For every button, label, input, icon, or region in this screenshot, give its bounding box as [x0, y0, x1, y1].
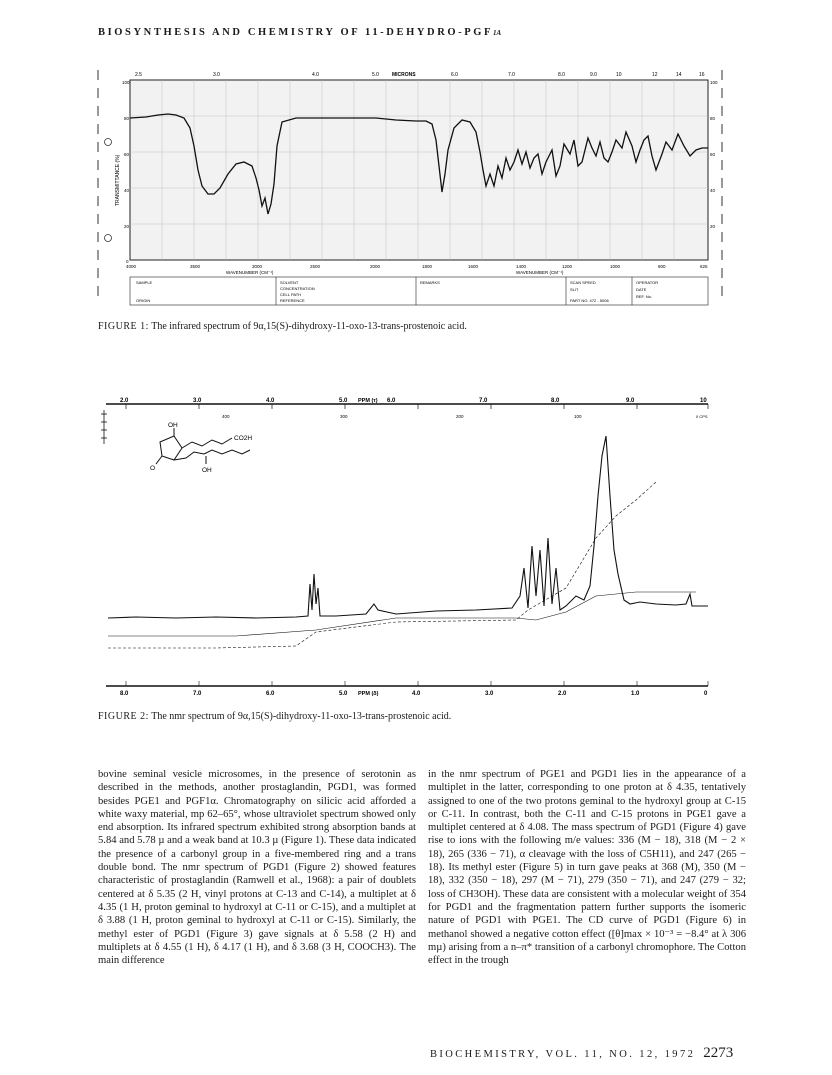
micron-tick: 2.5	[135, 72, 142, 78]
microns-label: MICRONS	[392, 72, 416, 78]
figure1-caption-text: The infrared spectrum of 9α,15(S)-dihydroxy-11-oxo-13-trans-prostenoic acid.	[151, 321, 467, 332]
micron-tick: 7.0	[508, 72, 515, 78]
hz-tick: 200	[456, 414, 464, 419]
hz-tick: 0 CPS	[696, 414, 708, 419]
body-right-column: in the nmr spectrum of PGE1 and PGD1 lies in the appearance of a multiplet in the latter, corresponding to one proton at δ 4.35, tentatively assigned to one of the two protons geminal to the hydroxyl group at C-15 or C-11. In contrast, both the C-11 and C-15 protons in PGE1 gave a multiplet centered at δ 4.08. The mass spectrum of PGD1 (Figure 4) gave rise to ions with the following m/e values: 336 (M − 18), 318 (M − 2 × 18), 265 (336 − 71), α cleavage with the loss of C5H11), and 247 (265 − 18). Its methyl ester (Figure 5) in turn gave peaks at 368 (M), 350 (M − 18), 332 (350 − 18), 297 (M − 71), 279 (350 − 71), and 247 (279 − 32; loss of CH3OH). These data are consistent with a molecular weight of 354 for PGD1 and the fragmentation pattern further supports the isomeric nature of PGD1 with PGE1. The CD curve of PGD1 (Figure 6) in methanol showed a negative cotton effect ([θ]max × 10⁻³ = −8.4° at λ 306 mµ) arising from a n–π* transition of a carbonyl chromophore. The Cotton effect in the trough	[428, 769, 746, 967]
form-solvent: SOLVENT	[280, 280, 299, 285]
journal-citation: BIOCHEMISTRY, VOL. 11, NO. 12, 1972	[430, 1049, 696, 1060]
transmittance-axis-label: TRANSMITTANCE (%)	[115, 154, 121, 206]
wavenumber-tick: 3000	[252, 264, 263, 269]
delta-tick: 4.0	[412, 691, 421, 697]
page-number: 2273	[703, 1045, 734, 1061]
structure-oh-bottom: OH	[202, 467, 212, 474]
figure1-caption-label: FIGURE 1:	[98, 321, 149, 332]
tau-tick: 10	[700, 398, 707, 404]
micron-tick: 8.0	[558, 72, 565, 78]
molecular-structure	[156, 428, 253, 464]
body-left-column: bovine seminal vesicle microsomes, in the presence of serotonin as described in the methods, another prostaglandin, PGD1, was formed besides PGE1 and PGF1α. Chromatography on silicic acid afforded a white waxy material, mp 62–65°, whose ultraviolet spectrum showed only end absorption. Its infrared spectrum exhibited strong absorption bands at 5.84 and 5.78 µ and a weak band at 10.3 µ (Figure 1). These data indicated the presence of a carbonyl group in a five-membered ring and a trans double bond. The nmr spectrum of PGD1 (Figure 2) showed features characteristic of prostaglandin (Ramwell et al., 1968): a pair of doublets centered at δ 5.35 (2 H, vinyl protons at C-13 and C-14), a multiplet at δ 4.35 (1 H, proton geminal to hydroxyl at C-11 or C-15), and a multiplet at δ 3.88 (1 H, proton geminal to hydroxyl at C-11 or C-15). Similarly, the methyl ester of PGD1 (Figure 3) gave signals at δ 5.58 (2 H) and multiplets at δ 4.55 (1 H), δ 4.17 (1 H), and δ 3.68 (3 H, COOCH3). The main difference	[98, 769, 416, 967]
tau-tick: 4.0	[266, 398, 275, 404]
y-tick: 60	[124, 152, 130, 157]
structure-o: O	[150, 465, 156, 472]
form-ref-no: REF. No.	[636, 294, 653, 299]
form-origin: ORIGIN	[136, 298, 151, 303]
form-reference: REFERENCE	[280, 298, 305, 303]
figure2-caption-text: The nmr spectrum of 9α,15(S)-dihydroxy-11-oxo-13-trans-prostenoic acid.	[151, 711, 452, 722]
delta-tick: 3.0	[485, 691, 494, 697]
micron-tick: 10	[616, 72, 622, 78]
delta-tick: 6.0	[266, 691, 275, 697]
wavenumber-tick: 1400	[516, 264, 527, 269]
wavenumber-tick: 1800	[422, 264, 433, 269]
y-tick: 40	[124, 188, 130, 193]
micron-tick: 4.0	[312, 72, 319, 78]
structure-oh-top: OH	[168, 422, 178, 429]
form-operator: OPERATOR	[636, 280, 659, 285]
y-tick-right: 20	[710, 224, 716, 229]
y-tick-right: 80	[710, 116, 716, 121]
micron-tick: 16	[699, 72, 705, 78]
hz-tick: 300	[340, 414, 348, 419]
nmr-trace	[108, 436, 708, 618]
form-scan-speed: SCAN SPEED	[570, 280, 596, 285]
form-slit: SLIT	[570, 287, 579, 292]
wavenumber-tick: 2000	[370, 264, 381, 269]
wavenumber-tick: 1000	[610, 264, 621, 269]
form-sample: SAMPLE	[136, 280, 153, 285]
integral-trace-upper	[108, 482, 656, 648]
wavenumber-tick: 2500	[310, 264, 321, 269]
form-concentration: CONCENTRATION	[280, 286, 315, 291]
y-tick-right: 40	[710, 188, 716, 193]
micron-tick: 9.0	[590, 72, 597, 78]
delta-tick: 8.0	[120, 691, 129, 697]
tau-tick: 6.0	[387, 398, 396, 404]
micron-tick: 6.0	[451, 72, 458, 78]
wavenumber-axis-label: WAVENUMBER (CM⁻¹)	[226, 270, 274, 275]
y-tick: 100	[122, 80, 130, 85]
wavenumber-tick: 625	[700, 264, 708, 269]
y-tick: 0	[126, 259, 129, 264]
wavenumber-tick: 1200	[562, 264, 573, 269]
y-tick: 80	[124, 116, 130, 121]
hz-tick: 100	[574, 414, 582, 419]
form-remarks: REMARKS	[420, 280, 440, 285]
hz-tick: 400	[222, 414, 230, 419]
wavenumber-tick: 4000	[126, 264, 137, 269]
running-head-subscript: 1Α	[493, 29, 502, 37]
tau-tick: 7.0	[479, 398, 488, 404]
micron-tick: 5.0	[372, 72, 379, 78]
delta-tick: 0	[704, 691, 708, 697]
tau-tick: 9.0	[626, 398, 635, 404]
figure2-caption	[98, 711, 451, 722]
form-part-no: PART NO. 472 - 5006	[570, 298, 609, 303]
delta-axis-label: PPM (δ)	[358, 691, 379, 697]
form-date: DATE	[636, 287, 647, 292]
wavenumber-axis-label-right: WAVENUMBER (CM⁻¹)	[516, 270, 564, 275]
tau-tick: 5.0	[339, 398, 348, 404]
tau-tick: 3.0	[193, 398, 202, 404]
figure1-caption	[98, 321, 467, 332]
delta-tick: 2.0	[558, 691, 567, 697]
micron-tick: 3.0	[213, 72, 220, 78]
running-head	[98, 27, 501, 38]
wavenumber-tick: 800	[658, 264, 666, 269]
tau-tick: 2.0	[120, 398, 129, 404]
y-tick-right: 100	[710, 80, 718, 85]
page-footer	[430, 1045, 733, 1062]
wavenumber-tick: 1600	[468, 264, 479, 269]
y-tick: 20	[124, 224, 130, 229]
ir-spectrum-figure	[96, 66, 726, 306]
structure-co2h: CO2H	[234, 435, 253, 442]
form-cell-path: CELL PATH	[280, 292, 302, 297]
y-tick-right: 60	[710, 152, 716, 157]
tau-axis-label: PPM (τ)	[358, 398, 378, 404]
tau-tick: 8.0	[551, 398, 560, 404]
figure2-caption-label: FIGURE 2:	[98, 711, 149, 722]
delta-tick: 1.0	[631, 691, 640, 697]
micron-tick: 14	[676, 72, 682, 78]
delta-tick: 5.0	[339, 691, 348, 697]
nmr-spectrum-figure	[96, 396, 726, 706]
wavenumber-tick: 3500	[190, 264, 201, 269]
running-head-text: BIOSYNTHESIS AND CHEMISTRY OF 11-DEHYDRO-PGF	[98, 27, 494, 38]
delta-tick: 7.0	[193, 691, 202, 697]
micron-tick: 12	[652, 72, 658, 78]
